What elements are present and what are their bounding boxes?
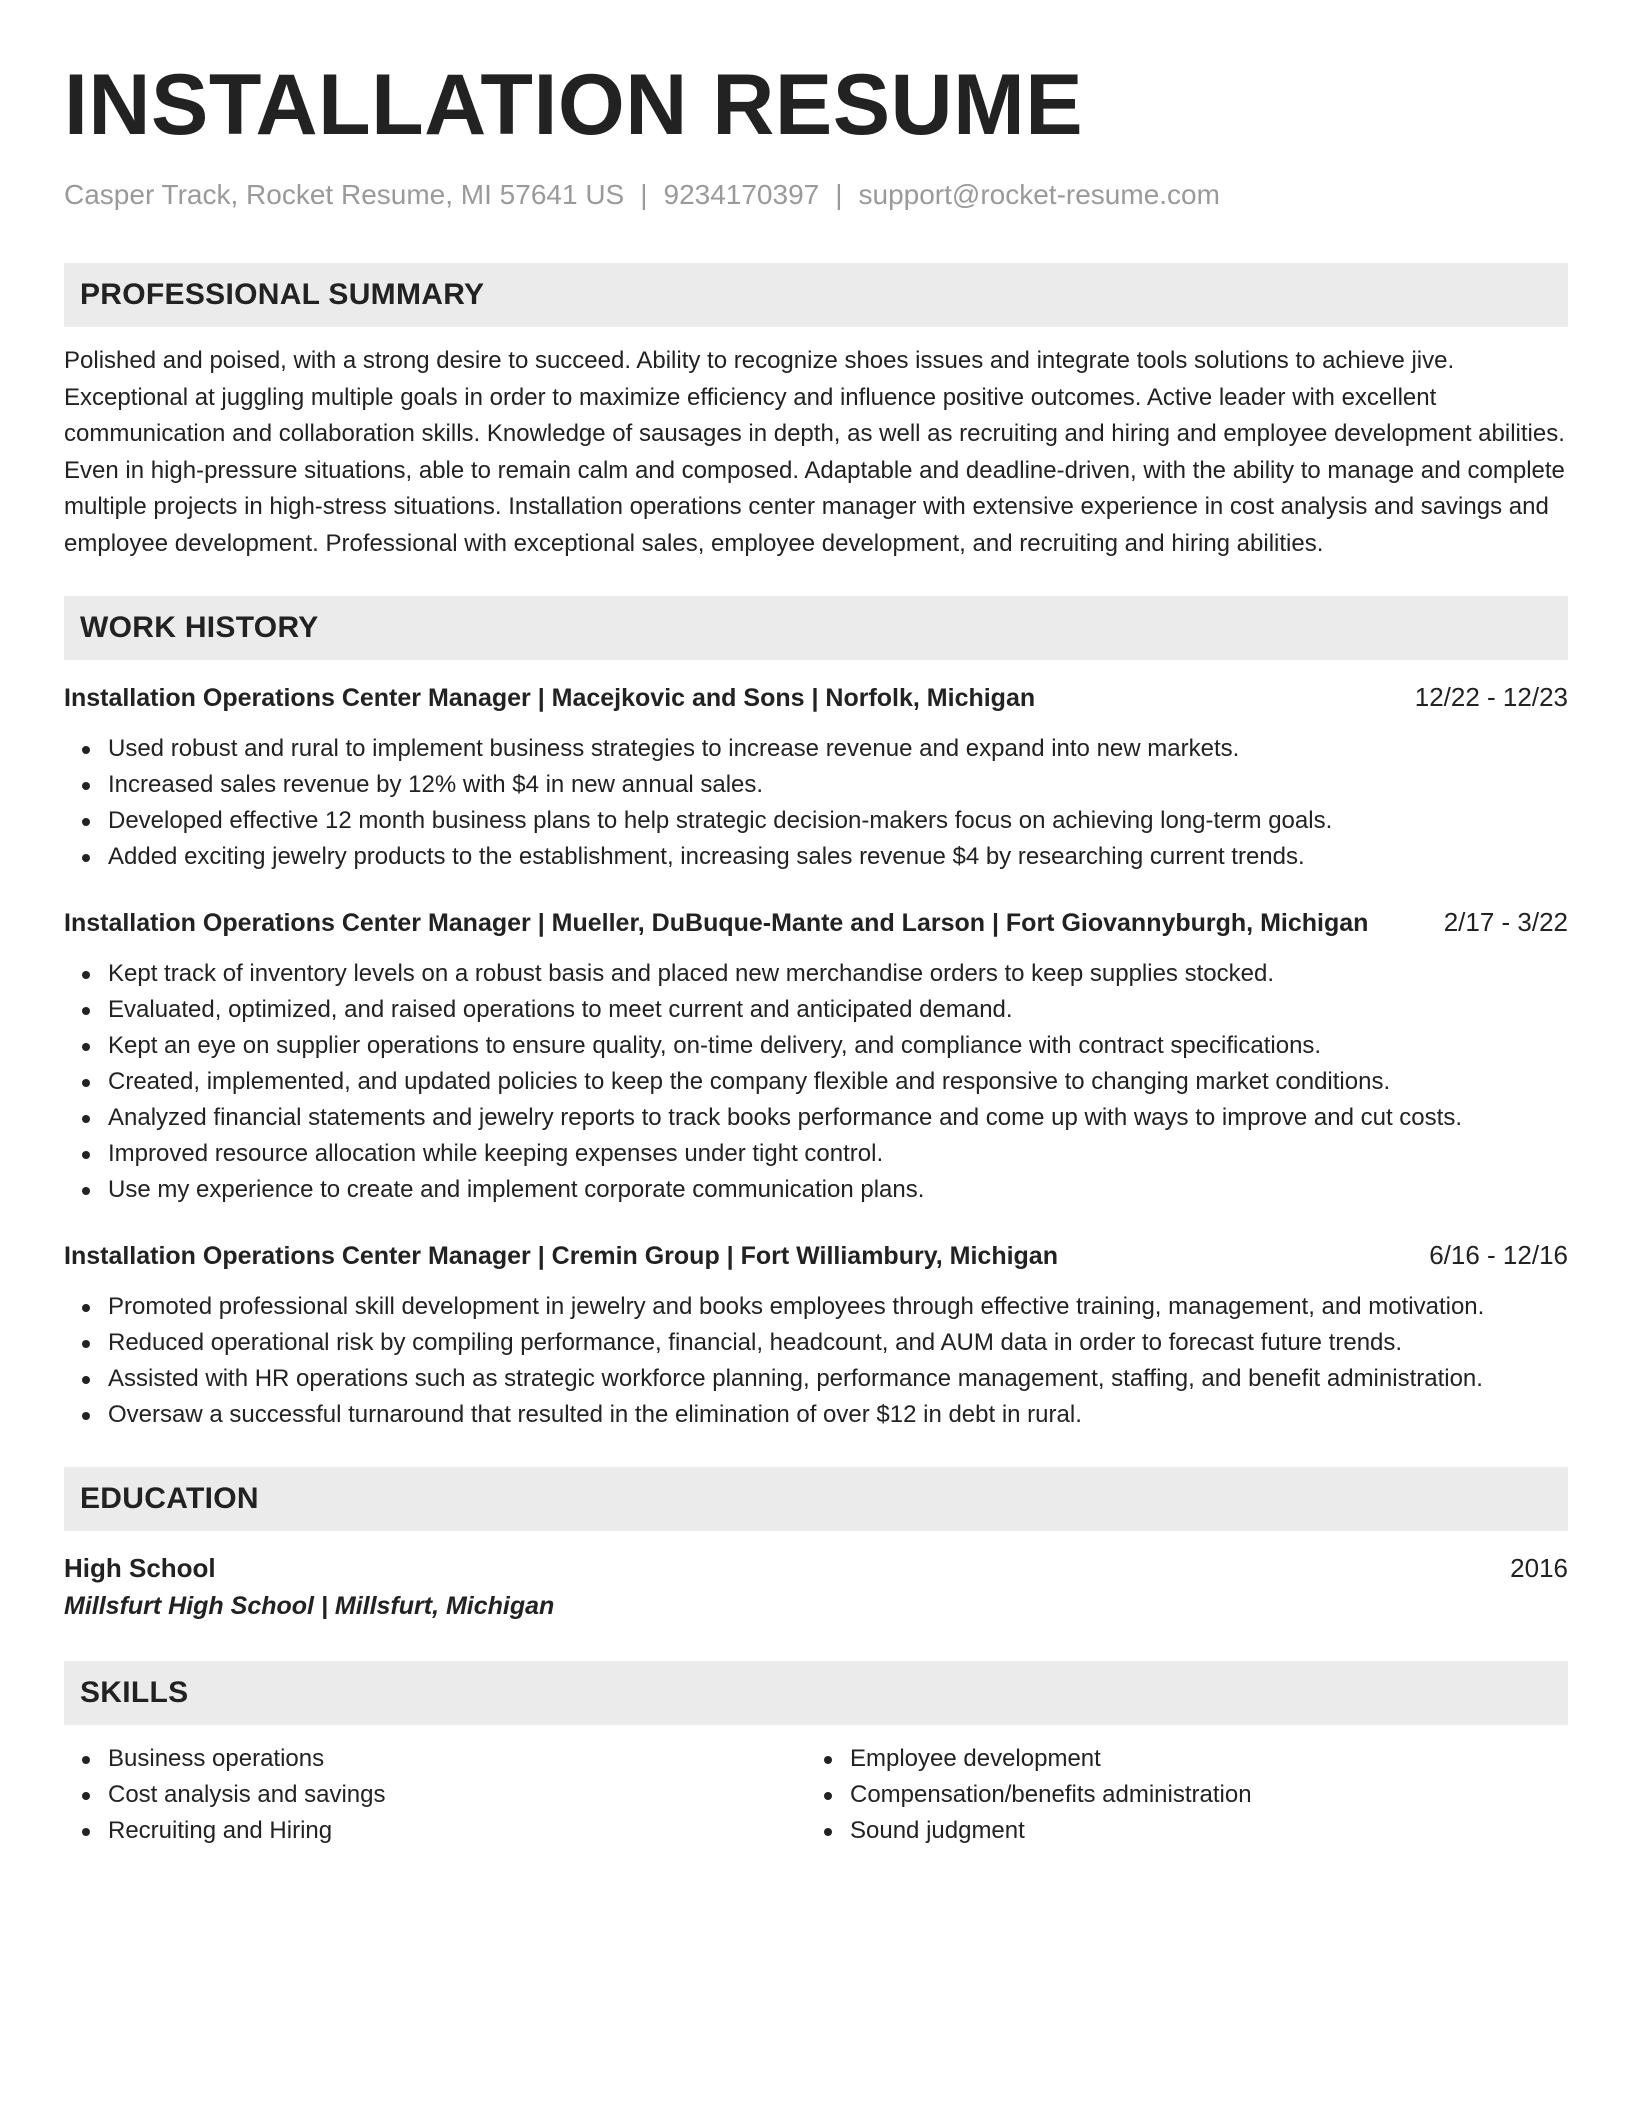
education-school: Millsfurt High School | Millsfurt, Michigan — [64, 1592, 555, 1620]
education-degree: High School — [64, 1553, 216, 1583]
job-bullet: Added exciting jewelry products to the establishment, increasing sales revenue $4 by researching current trends. — [108, 839, 1568, 875]
section-header-summary: PROFESSIONAL SUMMARY — [64, 263, 1568, 327]
job-dates: 2/17 - 3/22 — [1443, 907, 1568, 937]
skill-item: Employee development — [850, 1741, 1548, 1777]
job-title-row — [64, 680, 1568, 715]
job-bullet: Assisted with HR operations such as strategic workforce planning, performance management, staffing, and benefit administration. — [108, 1361, 1568, 1397]
job-bullets — [64, 956, 1568, 1208]
skills-column-right — [806, 1741, 1548, 1849]
job-bullet: Used robust and rural to implement business strategies to increase revenue and expand into new markets. — [108, 731, 1568, 767]
contact-email: support@rocket-resume.com — [858, 179, 1220, 210]
skill-item: Cost analysis and savings — [108, 1777, 806, 1813]
resume-name: INSTALLATION RESUME — [64, 57, 1084, 153]
contact-separator: | — [835, 179, 843, 210]
skill-item: Recruiting and Hiring — [108, 1813, 806, 1849]
job-bullet: Promoted professional skill development in jewelry and books employees through effective training, management, and motivation. — [108, 1289, 1568, 1325]
job-bullets — [64, 731, 1568, 875]
job-bullet: Oversaw a successful turnaround that resulted in the elimination of over $12 in debt in rural. — [108, 1397, 1568, 1433]
job-dates: 6/16 - 12/16 — [1429, 1240, 1568, 1270]
skill-item: Sound judgment — [850, 1813, 1548, 1849]
education-degree-row — [64, 1549, 1568, 1587]
skills-column-left — [64, 1741, 806, 1849]
skill-item: Business operations — [108, 1741, 806, 1777]
job-title-row — [64, 1238, 1568, 1273]
job-bullet: Developed effective 12 month business plans to help strategic decision-makers focus on achieving long-term goals. — [108, 803, 1568, 839]
skills-list — [64, 1741, 806, 1849]
job-entry — [64, 905, 1568, 1208]
education-year: 2016 — [1510, 1553, 1568, 1583]
job-bullet: Reduced operational risk by compiling performance, financial, headcount, and AUM data in order to forecast future trends. — [108, 1325, 1568, 1361]
job-entry — [64, 1238, 1568, 1433]
job-bullet: Analyzed financial statements and jewelry reports to track books performance and come up with ways to improve and cut costs. — [108, 1100, 1568, 1136]
contact-phone: 9234170397 — [663, 179, 820, 210]
job-bullet: Kept track of inventory levels on a robust basis and placed new merchandise orders to keep supplies stocked. — [108, 956, 1568, 992]
skills-grid — [64, 1741, 1568, 1849]
skill-item: Compensation/benefits administration — [850, 1777, 1548, 1813]
section-header-education: EDUCATION — [64, 1467, 1568, 1531]
job-title: Installation Operations Center Manager | Cremin Group | Fort Williambury, Michigan — [64, 1242, 1058, 1270]
job-bullet: Improved resource allocation while keeping expenses under tight control. — [108, 1136, 1568, 1172]
contact-address: Casper Track, Rocket Resume, MI 57641 US — [64, 179, 625, 210]
job-bullets — [64, 1289, 1568, 1433]
job-title: Installation Operations Center Manager | Mueller, DuBuque-Mante and Larson | Fort Giovannyburgh, Michigan — [64, 909, 1369, 937]
job-title-row — [64, 905, 1568, 940]
job-bullet: Kept an eye on supplier operations to ensure quality, on-time delivery, and compliance with contract specifications. — [108, 1028, 1568, 1064]
job-entry — [64, 680, 1568, 875]
skills-list — [806, 1741, 1548, 1849]
contact-line — [64, 178, 1568, 212]
contact-separator: | — [640, 179, 648, 210]
job-bullet: Use my experience to create and implement corporate communication plans. — [108, 1172, 1568, 1208]
job-title: Installation Operations Center Manager | Macejkovic and Sons | Norfolk, Michigan — [64, 684, 1036, 712]
summary-text: Polished and poised, with a strong desire to succeed. Ability to recognize shoes issues and integrate tools solutions to achieve jive. Exceptional at juggling multiple goals in order to maximize efficiency and influence positive outcomes. Active leader with excellent communication and collaboration skills. Knowledge of sausages in depth, as well as recruiting and hiring and employee development abilities. Even in high-pressure situations, able to remain calm and composed. Adaptable and deadline-driven, with the ability to manage and complete multiple projects in high-stress situations. Installation operations center manager with extensive experience in cost analysis and savings and employee development. Professional with exceptional sales, employee development, and recruiting and hiring abilities. — [64, 347, 1565, 557]
job-dates: 12/22 - 12/23 — [1414, 682, 1568, 712]
section-header-work-history: WORK HISTORY — [64, 596, 1568, 660]
job-bullet: Increased sales revenue by 12% with $4 in new annual sales. — [108, 767, 1568, 803]
job-bullet: Created, implemented, and updated policies to keep the company flexible and responsive to changing market conditions. — [108, 1064, 1568, 1100]
job-bullet: Evaluated, optimized, and raised operations to meet current and anticipated demand. — [108, 992, 1568, 1028]
education-entry — [64, 1549, 1568, 1625]
section-header-skills: SKILLS — [64, 1661, 1568, 1725]
